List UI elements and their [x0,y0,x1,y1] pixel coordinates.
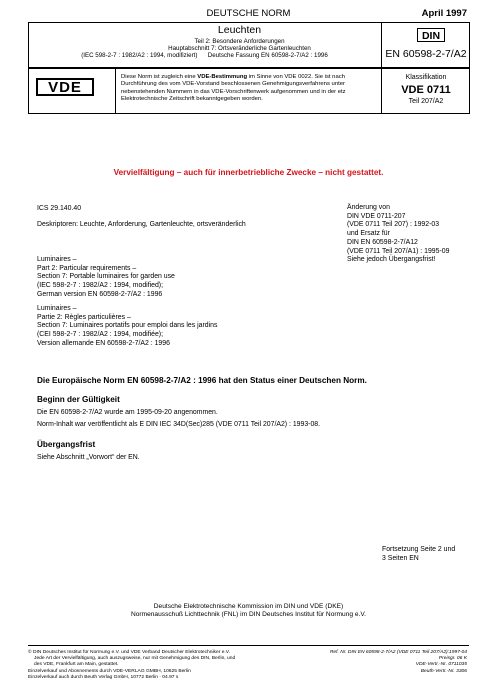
footer-rule [28,645,469,646]
footer-right-line: Beuth-Vertr.-Nr. 3306 [420,668,467,674]
english-line: Section 7: Portable luminaires for garden use [37,273,175,281]
subtitle-line-3: (IEC 598-2-7 : 1982/A2 : 1994, modifiziert) Deutsche Fassung EN 60598-2-7/A2 : 1996 [81,52,328,59]
footer-left-line: Einzelverkauf und Abonnements durch VDE-VERLAG GMBH, 10625 Berlin [28,668,191,674]
aenderung-line: Änderung von [347,204,390,211]
vde-box-divider-left [115,68,116,114]
kommission-block [28,603,469,620]
uebergang-line: Siehe Abschnitt „Vorwort“ der EN. [37,454,140,461]
fortsetzung-block [382,546,477,563]
kommission-line: Normenausschuß Lichttechnik (FNL) im DIN Deutsches Institut für Normung e.V. [130,611,367,619]
gueltigkeit-line-2: Norm-Inhalt war veröffentlicht als E DIN IEC 34D(Sec)285 (VDE 0711 Teil 207/A2) : 1993-08. [37,421,321,428]
vde-note [121,74,377,103]
subtitle-line-1: Teil 2: Besondere Anforderungen [194,38,285,45]
deskriptoren: Deskriptoren: Leuchte, Anforderung, Gartenleuchte, ortsveränderlich [37,221,246,228]
english-line: Luminaires – [37,256,77,263]
vde-note-rest: im Sinne von VDE 0022. Sie ist nach Durchführung des vom VDE-Vorstand beschlossenen Genehmigungsverfahrens unter nebenstehenden Nummern in das VDE-Vorschriftenwerk aufgenommen und in der etz Elektrotechnische Zeitschrift bekanntgegeben worden. [121,74,346,102]
kommission-line: Deutsche Elektrotechnische Kommission im DIN und VDE (DKE) [153,603,344,610]
ics-code: ICS 29.140.40 [37,205,82,212]
footer-right-line: VDE-Vertr.-Nr. 0711035 [415,662,467,668]
title-box-divider [381,22,382,68]
footer-left [28,650,328,681]
english-title-block [37,256,337,300]
uebergang-heading: Übergangsfrist [37,440,96,449]
fortsetzung-line: Fortsetzung Seite 2 und [382,546,456,553]
aenderung-line: Siehe jedoch Übergangsfrist! [347,256,436,264]
din-logo: DIN [417,28,445,42]
klassifikation-label: Klassifikation [405,74,447,81]
french-line: Version allemande EN 60598-2-7/A2 : 1996 [37,339,170,347]
footer-right-line: Ref. Nr. DIN EN 60598-2-7/A2 (VDE 0711 Teil 207/A2):1997-04 [329,650,467,655]
aenderung-line: DIN VDE 0711-207 [347,212,406,220]
aenderung-line: (VDE 0711 Teil 207/A1) : 1995-09 [347,247,450,255]
publication-date: April 1997 [421,8,467,19]
klassifikation-number: VDE 0711 [401,84,451,96]
french-line: Partie 2: Règles particulières – [37,313,131,321]
fortsetzung-line: 3 Seiten EN [382,554,419,562]
top-header [28,8,469,20]
vde-note-bold: VDE-Bestimmung [197,74,248,80]
footer-left-line: des VDE, Frankfurt am Main, gestattet. [34,662,119,668]
gueltigkeit-line-1: Die EN 60598-2-7/A2 wurde am 1995-09-20 angenommen. [37,409,218,416]
aenderung-line: DIN EN 60598-2-7/A12 [347,238,418,246]
aenderung-line: und Ersatz für [347,230,390,238]
footer-left-line: Jede Art der Vervielfältigung, auch auszugsweise, nur mit Genehmigung des DIN, Berlin, und [34,656,236,662]
english-line: Part 2: Particular requirements – [37,264,137,272]
reproduction-warning: Vervielfältigung – auch für innerbetriebliche Zwecke – nicht gestattet. [113,168,384,177]
french-line: (CEI 598-2-7 : 1982/A2 : 1994, modifiée); [37,331,164,339]
aenderung-block [347,204,472,265]
french-title-block [37,305,337,349]
klassifikation-part: Teil 207/A2 [408,98,444,105]
din-number: EN 60598-2-7/A2 [385,48,467,60]
klassifikation-block [382,74,470,105]
footer-right-line: Preisgr. 06 K [438,656,467,662]
footer-left-line: Einzelverkauf auch durch Beuth Verlag GmbH, 10772 Berlin · 04.97 s [28,674,179,680]
french-line: Section 7: Luminaires portatifs pour emploi dans les jardins [37,322,218,330]
vde-note-prefix: Diese Norm ist zugleich eine [121,74,198,80]
status-statement: Die Europäische Norm EN 60598-2-7/A2 : 1996 hat den Status einer Deutschen Norm. [37,376,367,385]
english-line: German version EN 60598-2-7/A2 : 1996 [37,290,163,298]
aenderung-line: (VDE 0711 Teil 207) : 1992-03 [347,221,440,229]
english-line: (IEC 598-2-7 : 1982/A2 : 1994, modified); [37,282,164,290]
norm-label: DEUTSCHE NORM [206,8,291,19]
document-title: Leuchten [217,24,262,36]
gueltigkeit-heading: Beginn der Gültigkeit [37,395,120,404]
french-line: Luminaires – [37,305,77,312]
footer-left-line: © DIN Deutsches Institut für Normung e.V. und VDE Verband Deutscher Elektrotechniker e.V. [28,650,230,655]
subtitle-line-2: Hauptabschnitt 7: Ortsveränderliche Gartenleuchten [168,45,311,52]
footer-right [297,650,467,675]
vde-logo: VDE [36,78,94,96]
